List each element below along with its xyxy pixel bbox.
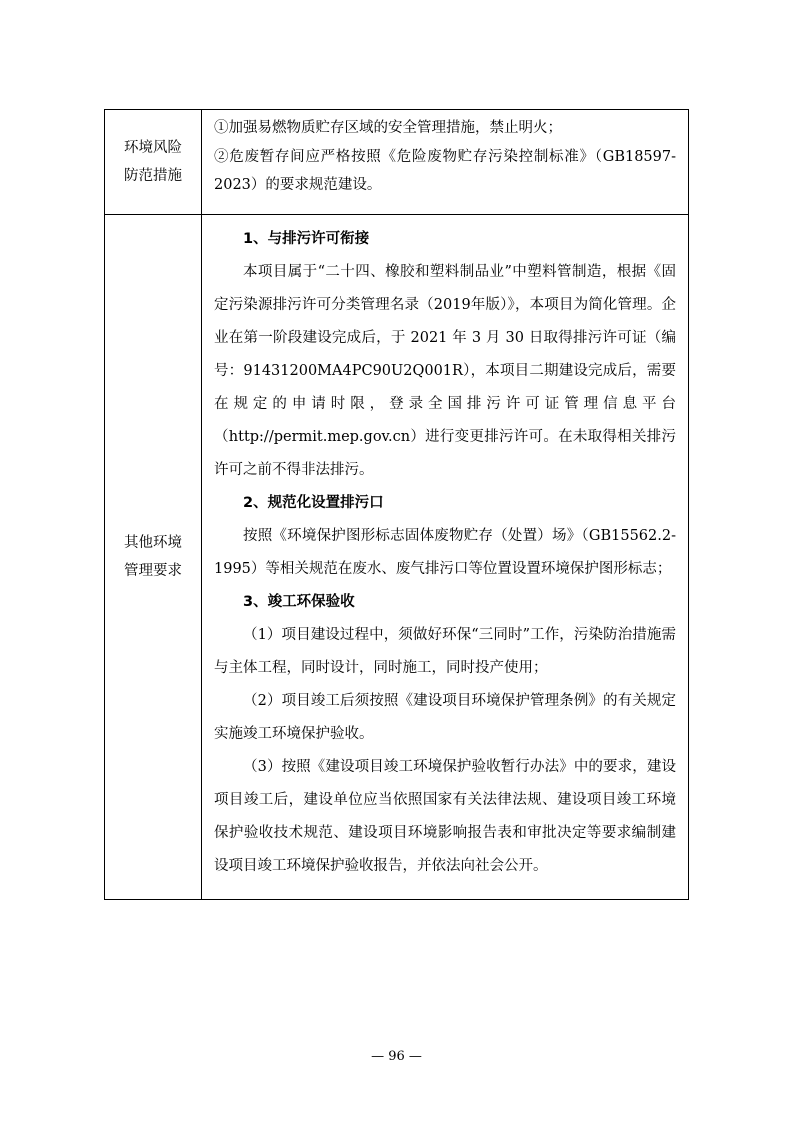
section-paragraph: 按照《环境保护图形标志固体废物贮存（处置）场》（GB15562.2-1995）等相关规范在废水、废气排污口等位置设置环境保护图形标志； xyxy=(214,528,676,577)
section-heading: 1、与排污许可衔接 xyxy=(243,231,370,247)
label-line: 管理要求 xyxy=(124,563,182,579)
section-heading: 3、竣工环保验收 xyxy=(243,594,355,610)
table-row-other-requirements xyxy=(105,215,689,900)
row-content-risk-prevention xyxy=(202,110,689,215)
row-label-other-requirements xyxy=(105,215,202,900)
section-paragraph: （2）项目竣工后须按照《建设项目环境保护管理条例》的有关规定实施竣工环境保护验收。 xyxy=(214,693,676,742)
label-line: 防范措施 xyxy=(124,168,182,184)
section-paragraph: （1）项目建设过程中，须做好环保“三同时”工作，污染防治措施需与主体工程，同时设计，同时施工，同时投产使用； xyxy=(214,627,676,676)
requirements-table xyxy=(104,109,689,900)
row-label-risk-prevention xyxy=(105,110,202,215)
section-heading: 2、规范化设置排污口 xyxy=(243,495,384,511)
label-line: 环境风险 xyxy=(124,140,182,156)
page-number: — 96 — xyxy=(371,1049,422,1064)
measure-item: ①加强易燃物质贮存区域的安全管理措施，禁止明火； xyxy=(214,120,562,136)
label-line: 其他环境 xyxy=(124,535,182,551)
measure-item: ②危废暂存间应严格按照《危险废物贮存污染控制标准》（GB18597-2023）的要求规范建设。 xyxy=(214,148,676,193)
section-paragraph: 本项目属于“二十四、橡胶和塑料制品业”中塑料管制造，根据《固定污染源排污许可分类管理名录（2019年版）》，本项目为简化管理。企业在第一阶段建设完成后，于 2021 年 3 月 30 日取得排污许可证（编号：91431200MA4PC90U2Q001R），本项目二期建设完成后，需要在规定的申请时限，登录全国排污许可证管理信息平台（http://permit.mep.gov.cn）进行变更排污许可。在未取得相关排污许可之前不得非法排污。 xyxy=(214,264,676,478)
row-content-other-requirements xyxy=(202,215,689,900)
table-row-risk-prevention xyxy=(105,110,689,215)
section-paragraph: （3）按照《建设项目竣工环境保护验收暂行办法》中的要求，建设项目竣工后，建设单位应当依照国家有关法律法规、建设项目竣工环境保护验收技术规范、建设项目环境影响报告表和审批决定等要求编制建设项目竣工环境保护验收报告，并依法向社会公开。 xyxy=(214,759,676,874)
